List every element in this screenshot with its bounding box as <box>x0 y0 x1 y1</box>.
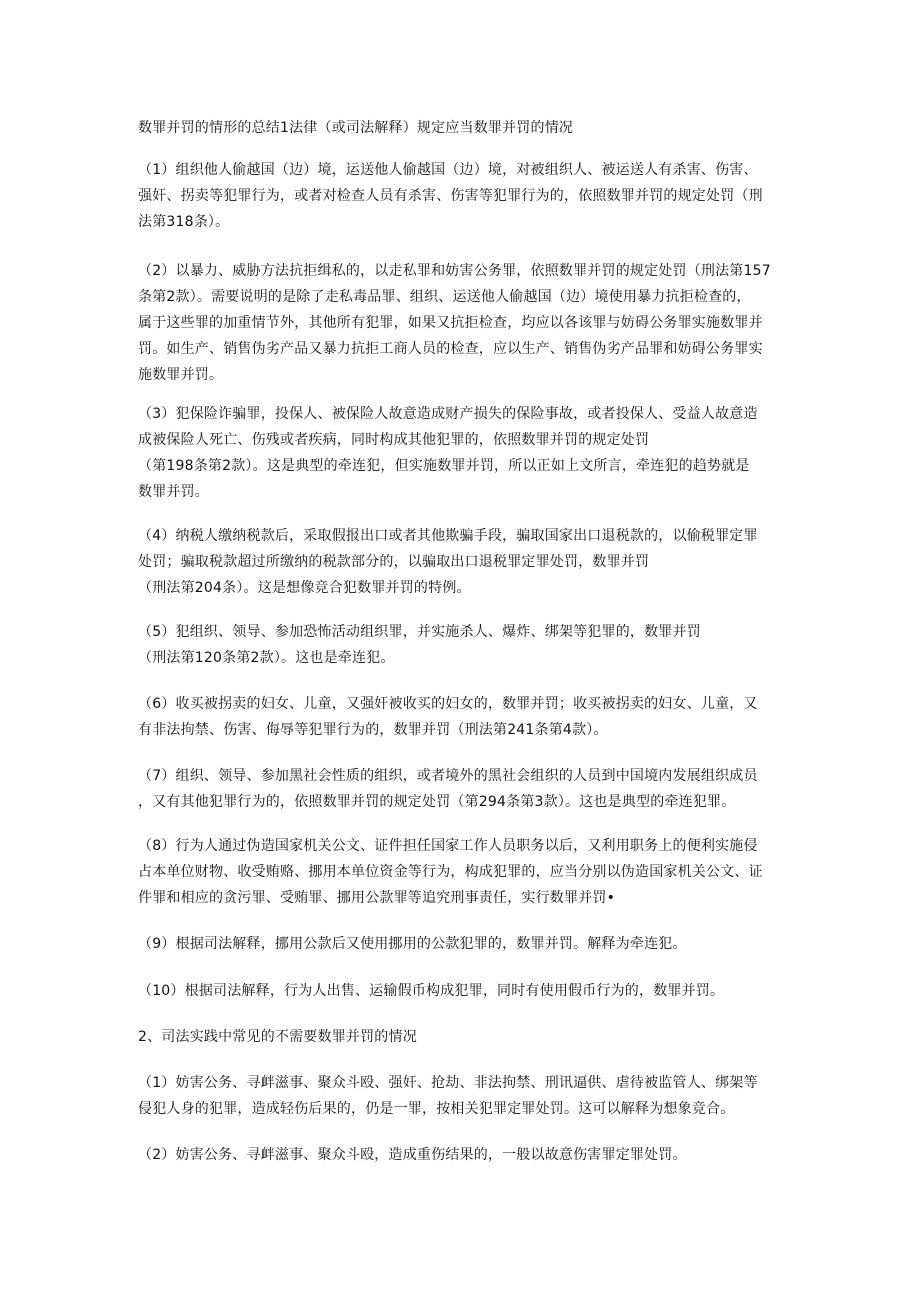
paragraph-line: 有非法拘禁、伤害、侮辱等犯罪行为的，数罪并罚（刑法第241条第4款）。 <box>138 722 608 738</box>
paragraph-line: （1）妨害公务、寻衅滋事、聚众斗殴、强奸、抢劫、非法拘禁、刑讯逼供、虐待被监管人、绑架等 <box>138 1075 758 1091</box>
paragraph-line: （2）以暴力、威胁方法抗拒缉私的，以走私罪和妨害公务罪，依照数罪并罚的规定处罚（刑法第157 <box>138 263 771 279</box>
paragraph-line: 件罪和相应的贪污罪、受贿罪、挪用公款罪等追究刑事责任，实行数罪并罚• <box>138 890 616 906</box>
paragraph-line: 法第318条）。 <box>138 214 230 230</box>
paragraph-line: （第198条第2款）。这是典型的牵连犯，但实施数罪并罚，所以正如上文所言，牵连犯的趋势就是 <box>138 458 750 474</box>
paragraph-line: 条第2款）。需要说明的是除了走私毒品罪、组织、运送他人偷越国（边）境使用暴力抗拒检查的， <box>138 289 751 305</box>
paragraph-line: （刑法第120条第2款）。这也是牵连犯。 <box>138 650 395 666</box>
paragraph-line: 数罪并罚。 <box>138 484 209 500</box>
paragraph-line: （4）纳税人缴纳税款后，采取假报出口或者其他欺骗手段，骗取国家出口退税款的，以偷税罪定罪 <box>138 528 758 544</box>
paragraph-line: （10）根据司法解释，行为人出售、运输假币构成犯罪，同时有使用假币行为的，数罪并罚。 <box>138 983 725 999</box>
paragraph-line: （3）犯保险诈骗罪，投保人、被保险人故意造成财产损失的保险事故，或者投保人、受益人故意造 <box>138 406 758 422</box>
paragraph-line: 罚。如生产、销售伪劣产品又暴力抗拒工商人员的检查，应以生产、销售伪劣产品罪和妨碍公务罪实 <box>138 341 763 357</box>
paragraph-line: （9）根据司法解释，挪用公款后又使用挪用的公款犯罪的，数罪并罚。解释为牵连犯。 <box>138 936 687 952</box>
paragraph-line: （1）组织他人偷越国（边）境，运送他人偷越国（边）境，对被组织人、被运送人有杀害、伤害、 <box>138 162 758 178</box>
paragraph-line: 成被保险人死亡、伤残或者疾病，同时构成其他犯罪的，依照数罪并罚的规定处罚 <box>138 432 650 448</box>
paragraph-line: 施数罪并罚。 <box>138 367 224 383</box>
paragraph-line: 侵犯人身的犯罪，造成轻伤后果的，仍是一罪，按相关犯罪定罪处罚。这可以解释为想象竞合。 <box>138 1101 735 1117</box>
paragraph-line: ，又有其他犯罪行为的，依照数罪并罚的规定处罚（第294条第3款）。这也是典型的牵连犯罪。 <box>138 794 736 810</box>
paragraph-line: 占本单位财物、收受贿赂、挪用本单位资金等行为，构成犯罪的，应当分别以伪造国家机关公文、证 <box>138 864 763 880</box>
paragraph-line: （8）行为人通过伪造国家机关公文、证件担任国家工作人员职务以后，又利用职务上的便利实施侵 <box>138 838 758 854</box>
paragraph-line: （6）收买被拐卖的妇女、儿童，又强奸被收买的妇女的，数罪并罚；收买被拐卖的妇女、儿童，又 <box>138 696 758 712</box>
paragraph-line: 强奸、拐卖等犯罪行为，或者对检查人员有杀害、伤害等犯罪行为的，依照数罪并罚的规定处罚（刑 <box>138 188 763 204</box>
paragraph-line: （5）犯组织、领导、参加恐怖活动组织罪，并实施杀人、爆炸、绑架等犯罪的，数罪并罚 <box>138 624 701 640</box>
document-title: 数罪并罚的情形的总结1法律（或司法解释）规定应当数罪并罚的情况 <box>138 120 574 136</box>
paragraph-line: 2、司法实践中常见的不需要数罪并罚的情况 <box>138 1029 417 1045</box>
paragraph-line: 处罚；骗取税款超过所缴纳的税款部分的，以骗取出口退税罪定罪处罚，数罪并罚 <box>138 554 650 570</box>
paragraph-line: （刑法第204条）。这是想像竞合犯数罪并罚的特例。 <box>138 580 471 596</box>
paragraph-line: 属于这些罪的加重情节外，其他所有犯罪，如果又抗拒检查，均应以各该罪与妨碍公务罪实施数罪并 <box>138 315 763 331</box>
paragraph-line: （7）组织、领导、参加黑社会性质的组织，或者境外的黑社会组织的人员到中国境内发展组织成员 <box>138 768 758 784</box>
paragraph-line: （2）妨害公务、寻衅滋事、聚众斗殴，造成重伤结果的，一般以故意伤害罪定罪处罚。 <box>138 1147 687 1163</box>
